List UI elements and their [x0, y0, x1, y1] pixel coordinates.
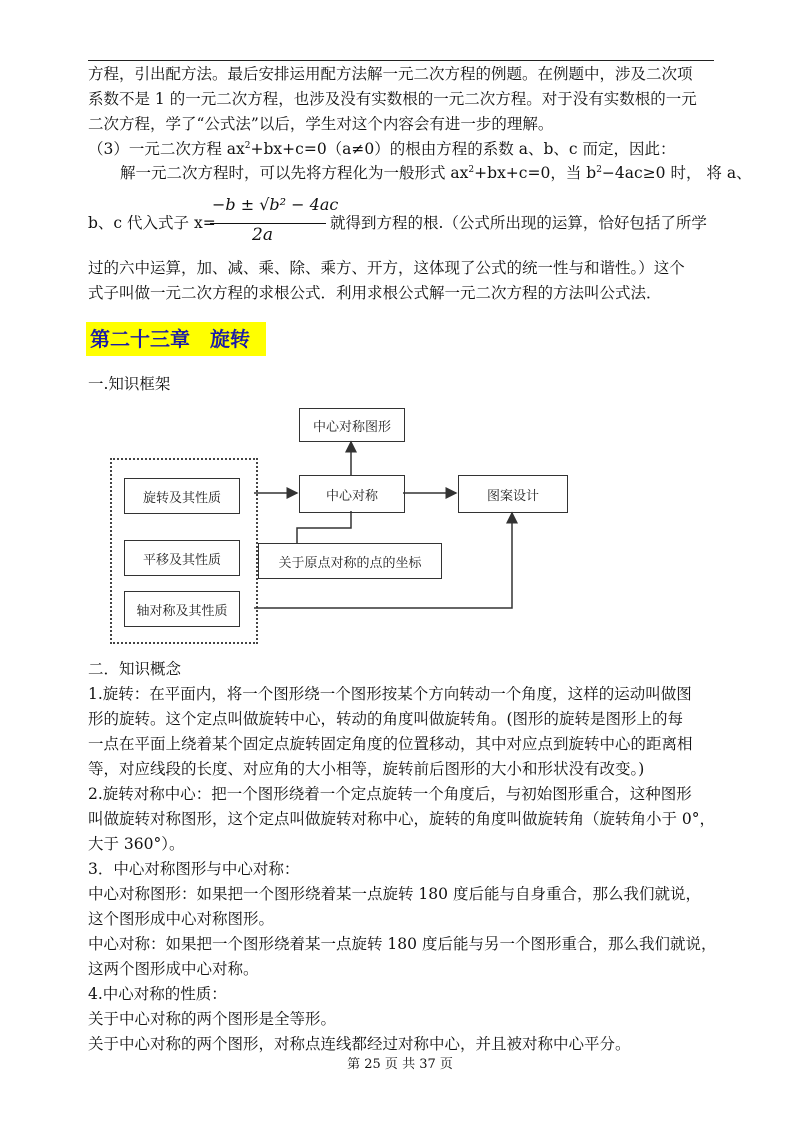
section1-title: 一.知识框架 — [88, 375, 171, 393]
box-rotation-props: 旋转及其性质 — [124, 478, 240, 514]
header-rule — [88, 60, 714, 61]
connector-to-origin-coords — [297, 511, 351, 543]
fraction-bar — [210, 223, 326, 224]
body-line: 这个图形成中心对称图形。 — [88, 910, 275, 928]
box-center-symmetry: 中心对称 — [299, 475, 405, 513]
box-pattern-design: 图案设计 — [458, 475, 568, 513]
formula-denominator: 2a — [252, 225, 273, 245]
box-axial-props: 轴对称及其性质 — [124, 591, 240, 627]
body-line: 一点在平面上绕着某个固定点旋转固定角度的位置移动，其中对应点到旋转中心的距离相 — [88, 735, 693, 753]
body-line: 关于中心对称的两个图形是全等形。 — [88, 1010, 337, 1028]
body-line: 叫做旋转对称图形，这个定点叫做旋转对称中心，旋转的角度叫做旋转角（旋转角小于 0°， — [88, 810, 716, 828]
body-line: 4.中心对称的性质： — [88, 985, 227, 1003]
solve-line: 解一元二次方程时，可以先将方程化为一般形式 $ax^2+bx+c=0$，当 $b^2-4ac\ge 0$ 时， 将 a、 — [120, 164, 752, 182]
chapter-title: 第二十三章 旋转 — [86, 322, 266, 356]
formula-suffix: 就得到方程的根.（公式所出现的运算，恰好包括了所学 — [330, 214, 707, 232]
formula-line-1: 过的六中运算，加、减、乘、除、乘方、开方，这体现了公式的统一性与和谐性。）这个 — [88, 259, 685, 277]
body-line: 大于 360°）。 — [88, 835, 185, 853]
body-line: 这两个图形成中心对称。 — [88, 960, 259, 978]
box-center-symmetric-figure: 中心对称图形 — [299, 408, 405, 442]
intro-line-1: 方程，引出配方法。最后安排运用配方法解一元二次方程的例题。在例题中，涉及二次项 — [88, 65, 693, 83]
intro-line-2: 系数不是 1 的一元二次方程，也涉及没有实数根的一元二次方程。对于没有实数根的一元 — [88, 90, 697, 108]
intro-line-3: 二次方程，学了“公式法”以后，学生对这个内容会有进一步的理解。 — [88, 115, 554, 133]
body-line: 1.旋转：在平面内，将一个图形绕一个图形按某个方向转动一个角度，这样的运动叫做图 — [88, 685, 692, 703]
body-line: 中心对称图形：如果把一个图形绕着某一点旋转 180 度后能与自身重合，那么我们就说， — [88, 885, 701, 903]
body-line: 3．中心对称图形与中心对称： — [88, 860, 300, 878]
item3-line: （3）一元二次方程 $ax^2+bx+c=0(a\ne 0)$的根由方程的系数 a、b、c 而定，因此： — [88, 140, 676, 158]
body-line: 中心对称：如果把一个图形绕着某一点旋转 180 度后能与另一个图形重合，那么我们就说， — [88, 935, 717, 953]
formula-numerator: −b ± √b² − 4ac — [212, 195, 339, 214]
page-footer: 第 25 页 共 37 页 — [347, 1057, 453, 1072]
formula-prefix: b、c 代入式子 x= — [88, 214, 216, 232]
formula-line-2: 式子叫做一元二次方程的求根公式．利用求根公式解一元二次方程的方法叫公式法． — [88, 284, 662, 302]
box-translation-props: 平移及其性质 — [124, 540, 240, 576]
body-line: 关于中心对称的两个图形，对称点连线都经过对称中心，并且被对称中心平分。 — [88, 1035, 631, 1053]
box-origin-coords: 关于原点对称的点的坐标 — [258, 543, 442, 579]
body-line: 形的旋转。这个定点叫做旋转中心，转动的角度叫做旋转角。(图形的旋转是图形上的每 — [88, 710, 684, 728]
body-line: 等，对应线段的长度、对应角的大小相等，旋转前后图形的大小和形状没有改变。) — [88, 760, 645, 778]
quadratic-formula — [210, 195, 339, 253]
section2-title: 二．知识概念 — [88, 660, 182, 678]
body-line: 2.旋转对称中心：把一个图形绕着一个定点旋转一个角度后，与初始图形重合，这种图形 — [88, 785, 692, 803]
